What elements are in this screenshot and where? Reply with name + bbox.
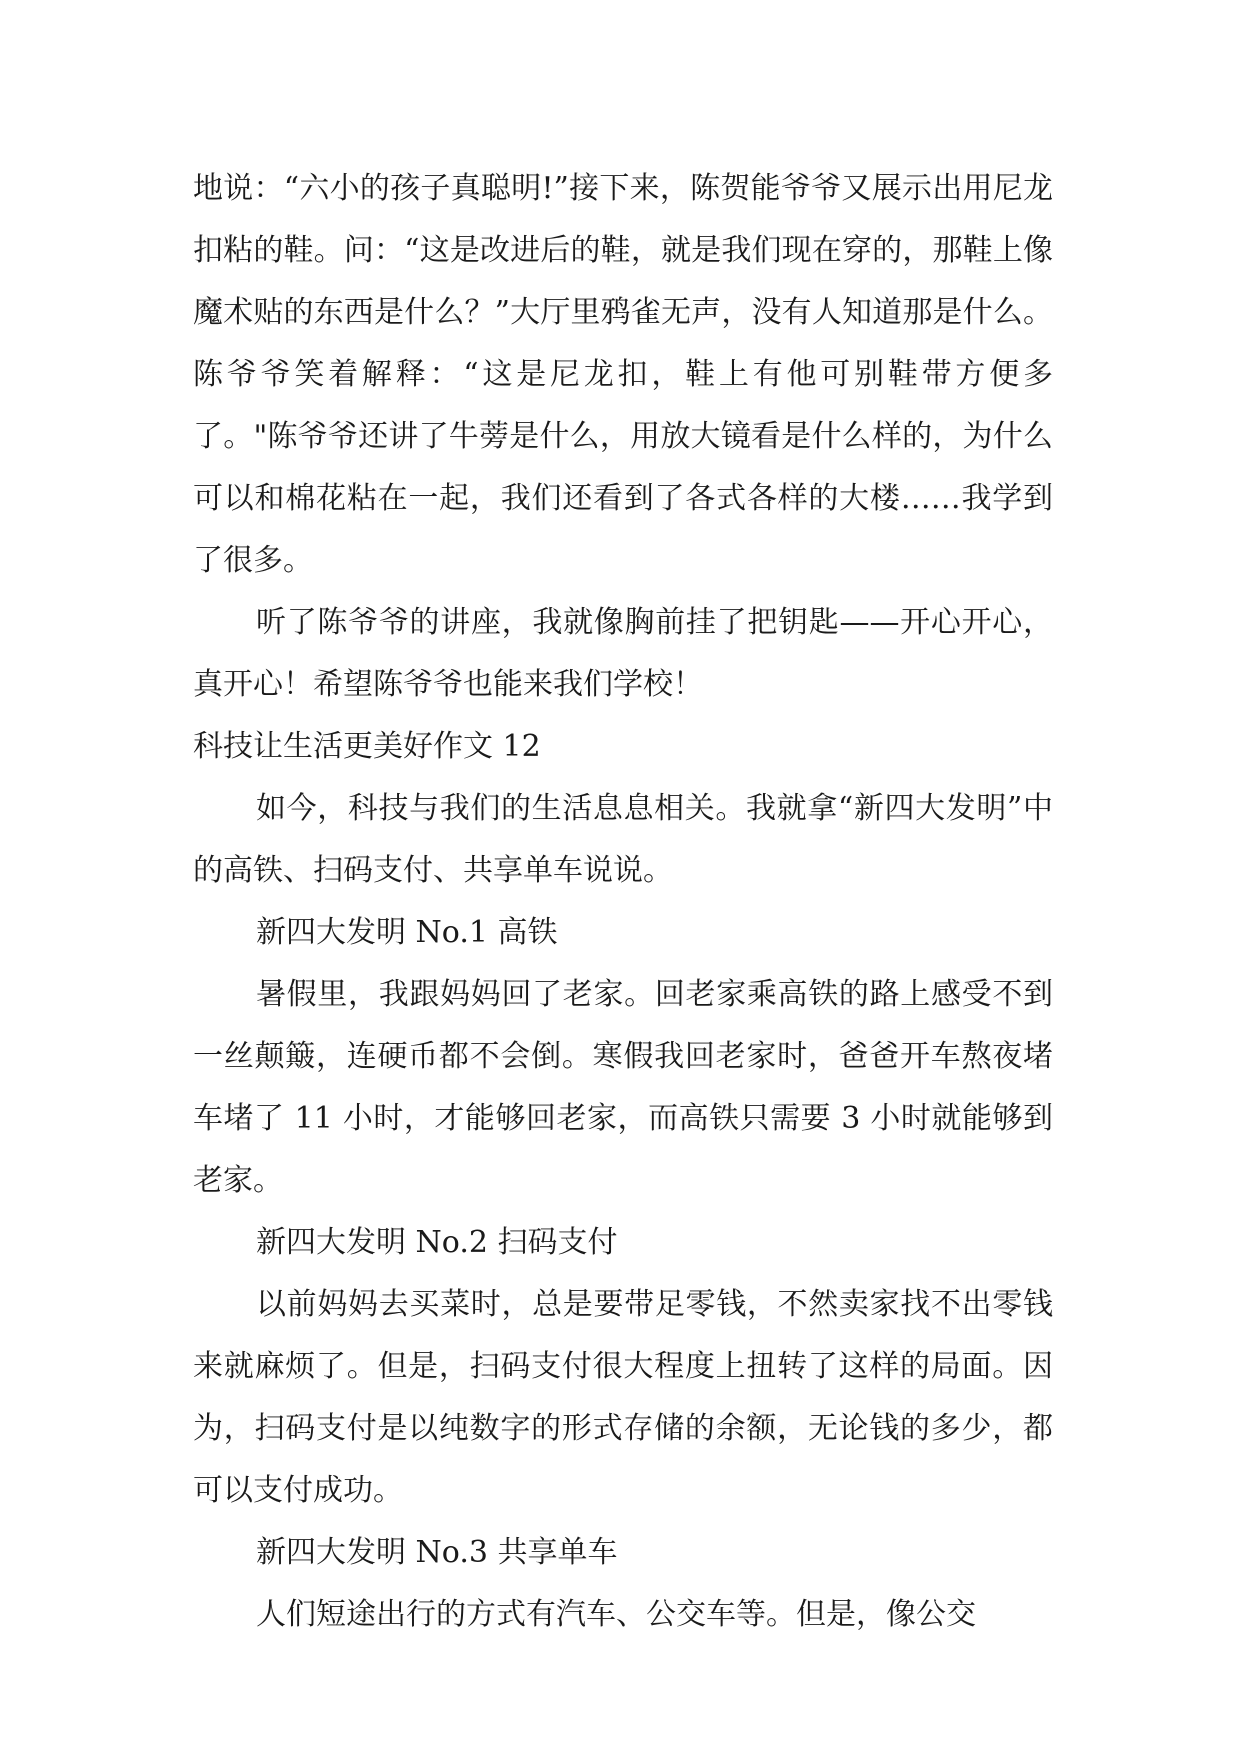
section-heading: 新四大发明 No.3 共享单车 [256,1535,618,1570]
paragraph: 听了陈爷爷的讲座，我就像胸前挂了把钥匙——开心开心，真开心！希望陈爷爷也能来我们学校！ [193,605,1053,702]
paragraph: 以前妈妈去买菜时，总是要带足零钱，不然卖家找不出零钱来就麻烦了。但是，扫码支付很大程度上扭转了这样的局面。因为，扫码支付是以纯数字的形式存储的余额，无论钱的多少，都可以支付成功。 [193,1287,1053,1508]
paragraph: 如今，科技与我们的生活息息相关。我就拿“新四大发明”中的高铁、扫码支付、共享单车说说。 [193,791,1053,888]
section-heading: 新四大发明 No.1 高铁 [256,915,558,950]
paragraph-continued: 地说：“六小的孩子真聪明!”接下来，陈贺能爷爷又展示出用尼龙扣粘的鞋。问：“这是改进后的鞋，就是我们现在穿的，那鞋上像魔术贴的东西是什么？”大厅里鸦雀无声，没有人知道那是什么。陈爷爷笑着解释：“这是尼龙扣，鞋上有他可别鞋带方便多了。"陈爷爷还讲了牛蒡是什么，用放大镜看是什么样的，为什么可以和棉花粘在一起，我们还看到了各式各样的大楼……我学到了很多。 [193,171,1053,578]
section-heading: 新四大发明 No.2 扫码支付 [256,1225,618,1260]
article-title: 科技让生活更美好作文 12 [193,729,541,764]
paragraph: 暑假里，我跟妈妈回了老家。回老家乘高铁的路上感受不到一丝颠簸，连硬币都不会倒。寒假我回老家时，爸爸开车熬夜堵车堵了 11 小时，才能够回老家，而高铁只需要 3 小时就能够到老家。 [193,977,1053,1198]
paragraph: 人们短途出行的方式有汽车、公交车等。但是，像公交 [256,1597,976,1632]
document-body [193,158,1053,1646]
